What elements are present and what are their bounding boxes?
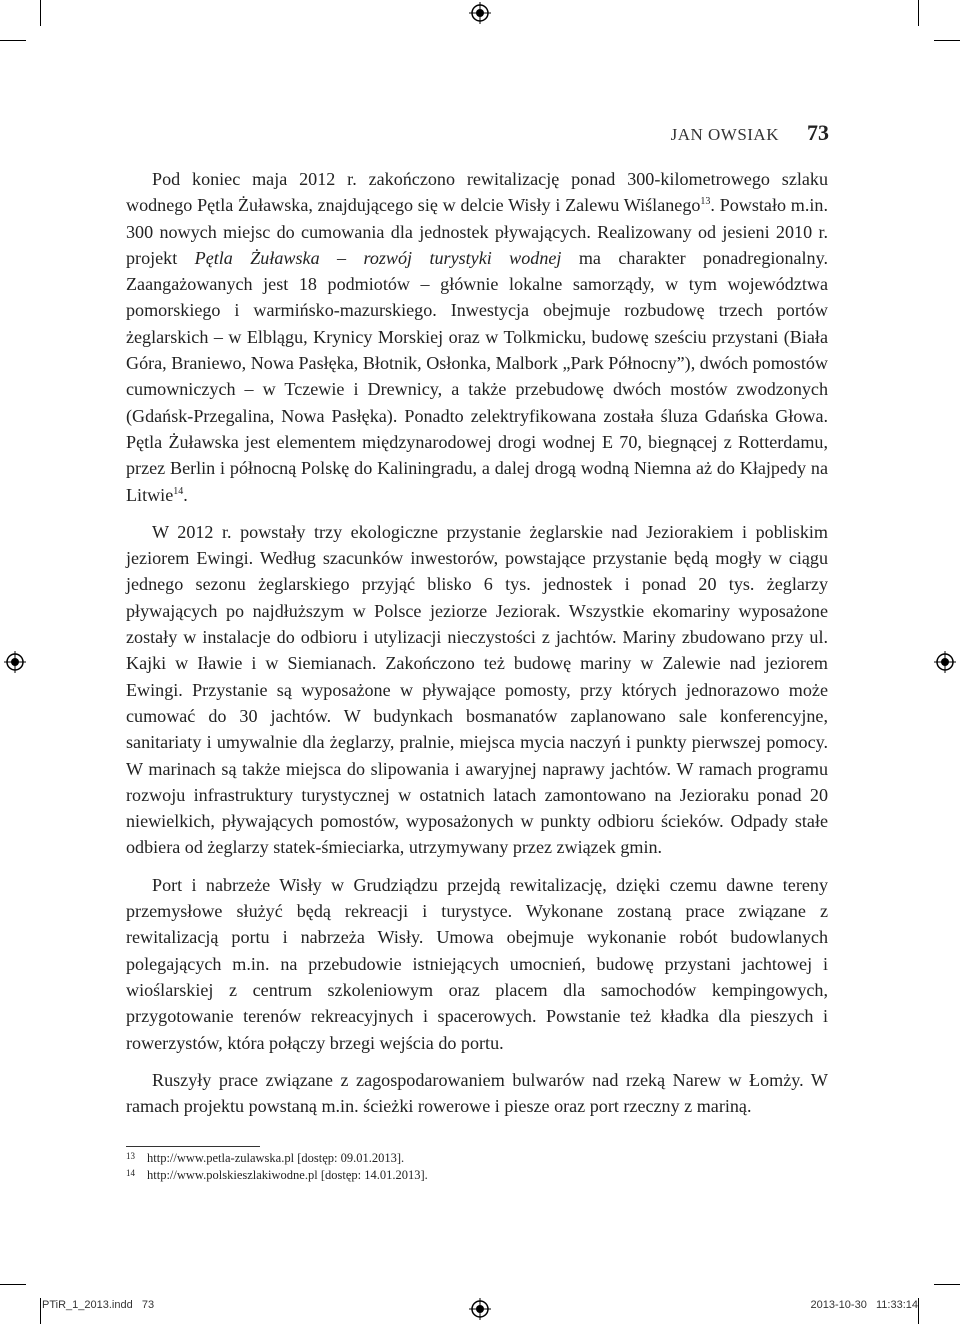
text-run: Port i nabrzeże Wisły w Grudziądzu przejdą rewitalizację, dzięki czemu dawne tereny przemysłowe służyć będą rekreacji i turystyce. Wykonane zostaną prace związane z rewitalizacją portu i nabrzeża Wisły. Umowa obejmuje wykonanie robót budowlanych polegających m.in. na przebudowie istniejących umocnień, budowę przystani jachtowej i wioślarskiej z centrum szkoleniowym oraz placem dla samochodów kempingowych, przygotowanie terenów rekreacyjnych i spacerowych. Powstanie też kładka dla pieszych i rowerzystów, która połączy brzegi wejścia do portu.	[126, 874, 828, 1053]
registration-mark-icon	[469, 1298, 491, 1320]
text-run: Ruszyły prace związane z zagospodarowaniem bulwarów nad rzeką Narew w Łomży. W ramach projektu powstaną m.in. ścieżki rowerowe i piesze oraz port rzeczny z mariną.	[126, 1069, 828, 1117]
crop-mark-top-right-v	[918, 0, 919, 26]
header-author: JAN OWSIAK	[670, 125, 779, 144]
footnote-number: 13	[126, 1151, 135, 1161]
footnote-13	[126, 1150, 828, 1167]
text-run: .	[183, 484, 188, 505]
footnote-text: http://www.polskieszlakiwodne.pl [dostęp: 14.01.2013].	[147, 1168, 428, 1182]
paragraph	[126, 166, 828, 508]
crop-mark-top-right-h	[934, 40, 960, 41]
paragraph	[126, 519, 828, 861]
running-header	[0, 120, 829, 150]
body-text	[126, 166, 828, 1119]
text-run: W 2012 r. powstały trzy ekologiczne przystanie żeglarskie nad Jeziorakiem i pobliskim jeziorem Ewingi. Według szacunków inwestorów, powstające przystanie będą mogły w ciągu jednego sezonu żeglarskiego przyjąć blisko 6 tys. jednostek i ponad 20 tys. żeglarzy pływających po najdłuższym w Polsce jeziorze Jeziorak. Wszystkie ekomariny wyposażone zostały w instalacje do odbioru i utylizacji nieczystości z jachtów. Mariny zbudowano przy ul. Kajki w Iławie i w Siemianach. Zakończono też budowę mariny w Zalewie nad jeziorem Ewingi. Przystanie są wyposażone w pływające pomosty, przy których jednorazowo może cumować do 30 jachtów. W budynkach bosmanatów zaplanowano sale konferencyjne, sanitariaty i umywalnie dla żeglarzy, pralnie, miejsca mycia naczyń i punkty pierwszej pomocy. W marinach są także miejsca do slipowania i awaryjnej naprawy jachtów. W ramach programu rozwoju infrastruktury turystycznej w ostatnich latach zamontowano na Jezioraku ponad 20 niewielkich, pływających pomostów, wyposażonych w punkty odbioru ścieków. Odpady stałe odbiera od żeglarzy statek-śmieciarka, utrzymywany przez związek gmin.	[126, 521, 828, 858]
text-run: Pod koniec maja 2012 r. zakończono rewitalizację ponad 300-kilometrowego szlaku wodnego Pętla Żuławska, znajdującego się w delcie Wisły i Zalewu Wiślanego	[126, 169, 828, 216]
crop-mark-bottom-right-v	[918, 1298, 919, 1324]
crop-mark-top-left-v	[40, 0, 41, 26]
text-run: . Powstało m.in. 300 nowych miejsc do cumowania dla jednostek pływających. Realizowany od jesieni 2010 r. projekt	[126, 195, 828, 268]
page-number: 73	[807, 120, 829, 145]
registration-mark-icon	[4, 651, 26, 673]
footnote-14	[126, 1167, 828, 1184]
crop-mark-bottom-right-h	[934, 1284, 960, 1285]
footnote-reference: 14	[173, 485, 184, 497]
footnote-number: 14	[126, 1168, 135, 1178]
crop-mark-top-left-h	[0, 40, 26, 41]
footnote-text: http://www.petla-zulawska.pl [dostęp: 09.01.2013].	[147, 1151, 405, 1165]
slug-file: PTiR_1_2013.indd 73	[42, 1299, 155, 1311]
footnotes	[126, 1150, 828, 1184]
slug-timestamp: 2013-10-30 11:33:14	[810, 1299, 918, 1311]
footnote-rule	[126, 1146, 260, 1147]
paragraph	[126, 872, 828, 1056]
registration-mark-icon	[934, 651, 956, 673]
text-run: ma charakter ponadregionalny. Zaangażowanych jest 18 podmiotów – głównie lokalne samorządy, w tym województwa pomorskiego i warmińsko-mazurskiego. Inwestycja obejmuje rozbudowę trzech portów żeglarskich – w Elblągu, Krynicy Morskiej oraz w Tolkmicku, budowę sześciu przystani (Biała Góra, Braniewo, Nowa Pasłęka, Błotnik, Osłonka, Malbork „Park Północny”), dwóch pomostów cumowniczych – w Tczewie i Drewnicy, a także przebudowę dwóch mostów zwodzonych (Gdańsk-Przegalina, Nowa Pasłęka). Ponadto zelektryfikowana została śluza Gdańska Głowa. Pętla Żuławska jest elementem międzynarodowej drogi wodnej E 70, biegnącej z Rotterdamu, przez Berlin i północną Polskę do Kaliningradu, a dalej drogą wodną Niemna aż do Kłajpedy na Litwie	[126, 247, 829, 505]
crop-mark-bottom-left-h	[0, 1284, 26, 1285]
footnote-reference: 13	[700, 196, 711, 208]
registration-mark-icon	[469, 2, 491, 24]
italic-title: Pętla Żuławska – rozwój turystyki wodnej	[194, 247, 562, 268]
crop-mark-bottom-left-v	[40, 1298, 41, 1324]
paragraph	[126, 1067, 828, 1120]
